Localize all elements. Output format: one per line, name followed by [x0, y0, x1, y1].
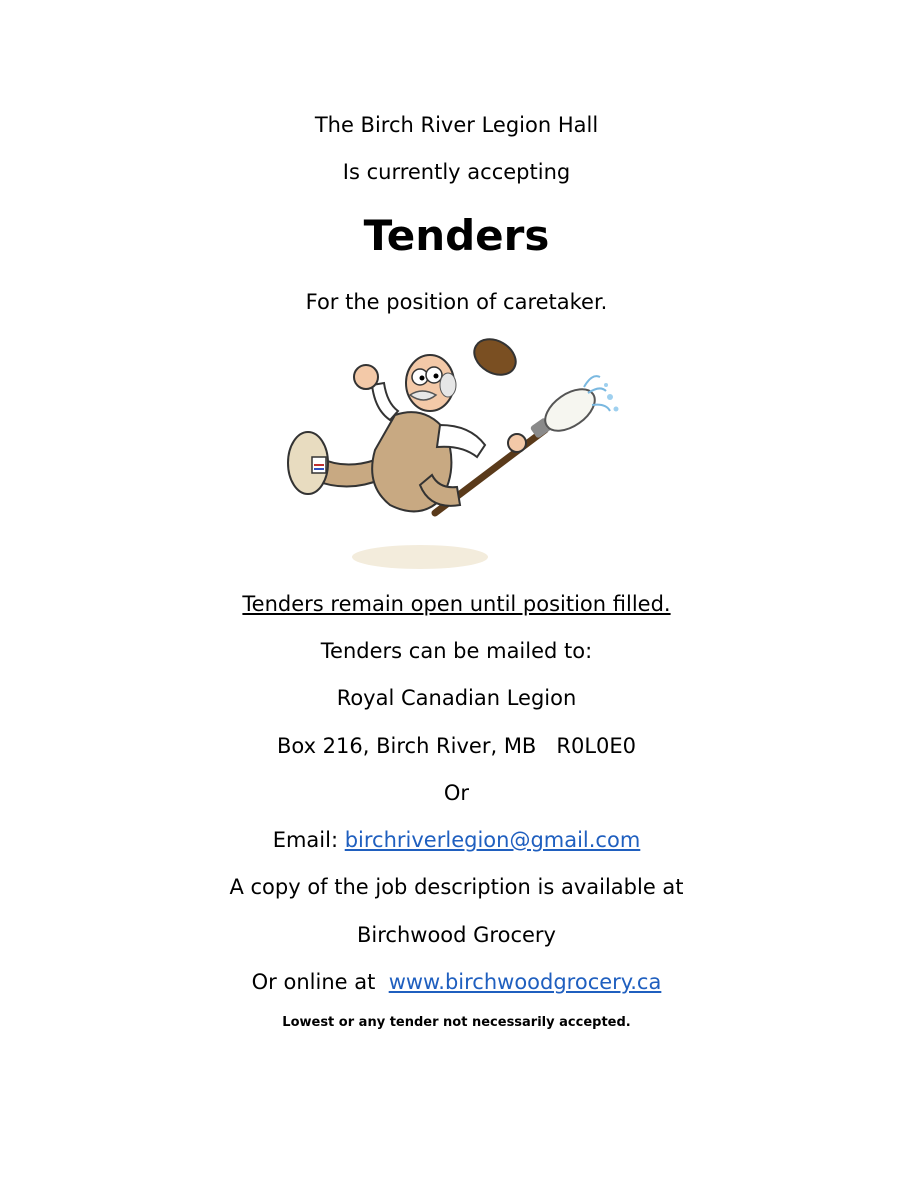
hat-icon: [468, 332, 522, 382]
store-name: Birchwood Grocery: [357, 923, 556, 947]
organization-name: Royal Canadian Legion: [336, 686, 577, 710]
mop-icon: [530, 376, 619, 439]
email-label: Email:: [272, 828, 345, 852]
mailing-address: Box 216, Birch River, MB R0L0E0: [276, 734, 637, 758]
online-label: Or online at: [251, 970, 389, 994]
hall-name: The Birch River Legion Hall: [314, 113, 599, 137]
or-text: Or: [443, 781, 470, 805]
open-notice: Tenders remain open until position filled.: [242, 592, 671, 616]
online-line: [0, 968, 913, 996]
email-link[interactable]: birchriverlegion@gmail.com: [344, 828, 641, 852]
website-link[interactable]: www.birchwoodgrocery.ca: [388, 970, 662, 994]
disclaimer: Lowest or any tender not necessarily accepted.: [282, 1015, 631, 1030]
page-title: Tenders: [363, 211, 550, 260]
mail-intro: Tenders can be mailed to:: [320, 639, 593, 663]
email-line: [0, 826, 913, 854]
accepting-text: Is currently accepting: [342, 160, 571, 184]
copy-notice: A copy of the job description is available at: [229, 875, 684, 899]
head-icon: [406, 355, 456, 411]
janitor-illustration: [270, 325, 640, 580]
position-text: For the position of caretaker.: [305, 290, 608, 314]
